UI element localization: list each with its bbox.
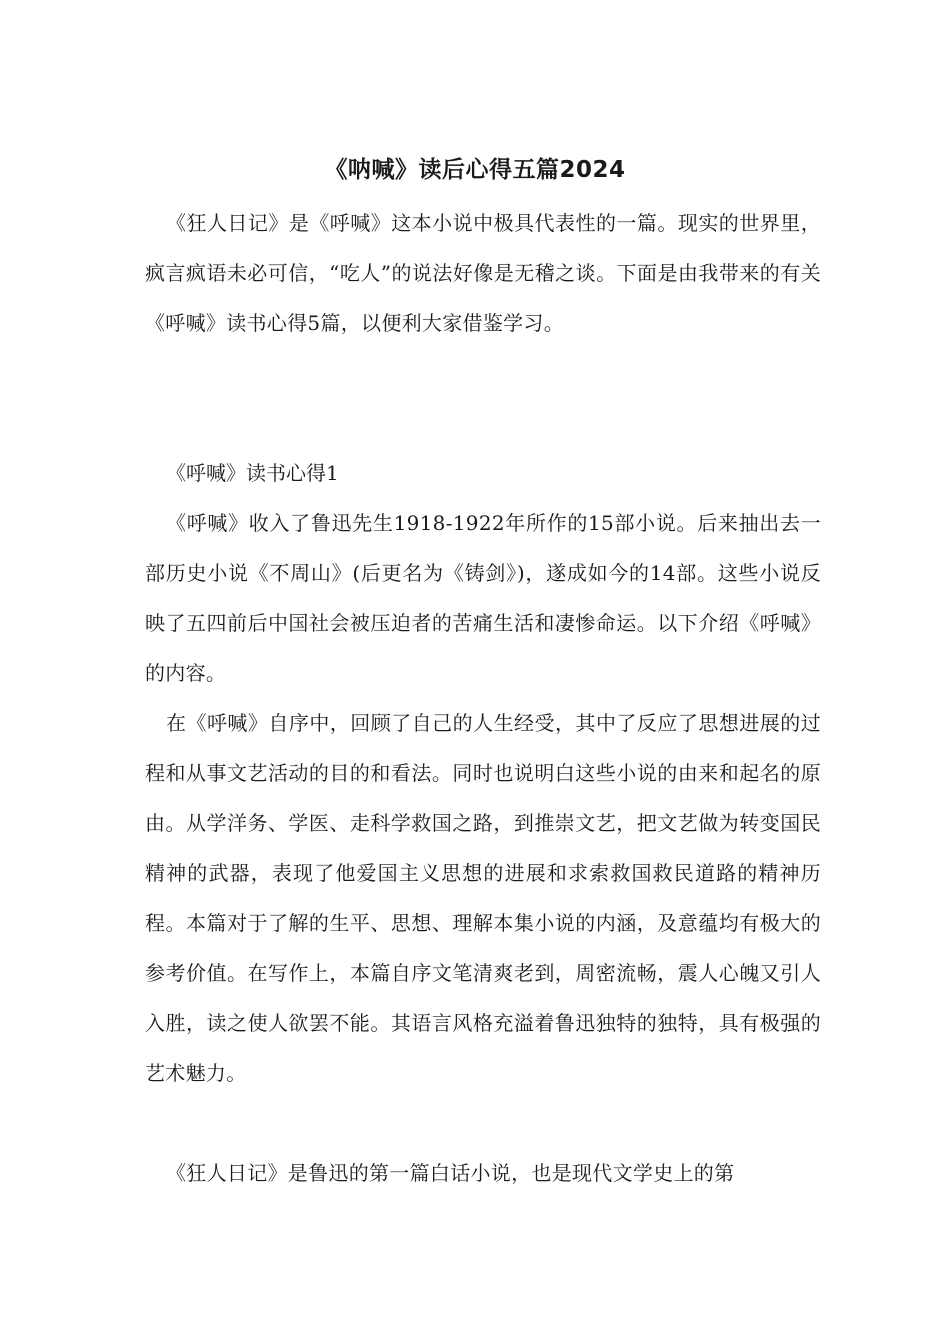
body-paragraph-3: 《狂人日记》是鲁迅的第一篇白话小说，也是现代文学史上的第 — [166, 1161, 735, 1185]
intro-paragraph: 《狂人日记》是《呼喊》这本小说中极具代表性的一篇。现实的世界里，疯言疯语未必可信，“吃人”的说法好像是无稽之谈。下面是由我带来的有关《呼喊》读书心得5篇，以便利大家借鉴学习。 — [145, 211, 821, 335]
body-paragraph-1: 《呼喊》收入了鲁迅先生1918-1922年所作的15部小说。后来抽出去一部历史小说《不周山》(后更名为《铸剑》)，遂成如今的14部。这些小说反映了五四前后中国社会被压迫者的苦痛生活和凄惨命运。以下介绍《呼喊》的内容。 — [145, 511, 821, 685]
section-heading: 《呼喊》读书心得1 — [166, 461, 339, 485]
document-title: 《呐喊》读后心得五篇2024 — [324, 157, 626, 183]
body-paragraph-2: 在《呼喊》自序中，回顾了自己的人生经受，其中了反应了思想进展的过程和从事文艺活动的目的和看法。同时也说明白这些小说的由来和起名的原由。从学洋务、学医、走科学救国之路，到推崇文艺，把文艺做为转变国民精神的武器，表现了他爱国主义思想的进展和求索救国救民道路的精神历程。本篇对于了解的生平、思想、理解本集小说的内涵，及意蕴均有极大的参考价值。在写作上，本篇自序文笔清爽老到，周密流畅，震人心魄又引人入胜，读之使人欲罢不能。其语言风格充溢着鲁迅独特的独特，具有极强的艺术魅力。 — [145, 711, 821, 1085]
